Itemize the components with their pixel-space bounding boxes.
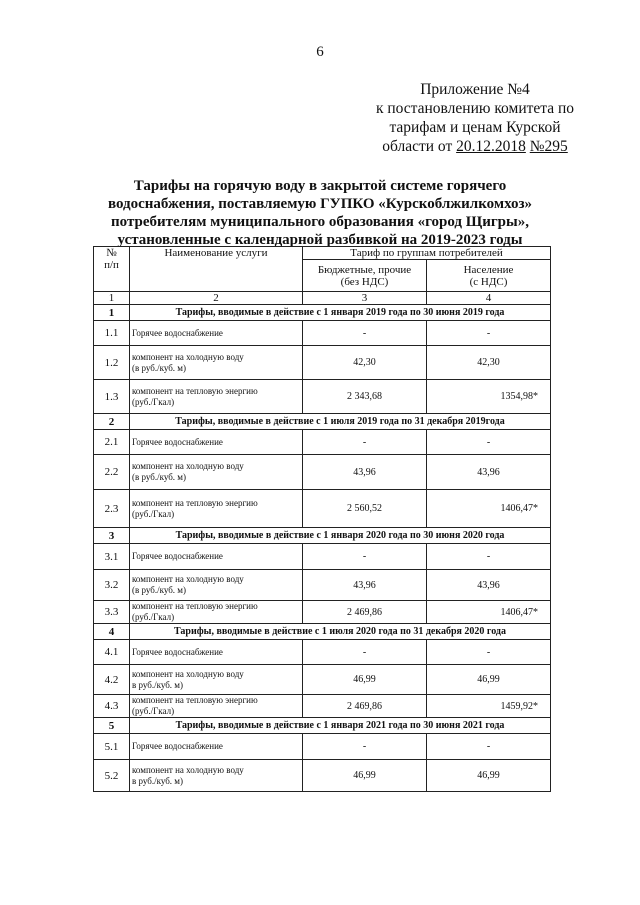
period-number: 4 <box>94 624 130 640</box>
service-name: компонент на холодную воду в руб./куб. м) <box>130 760 303 792</box>
budget-value: - <box>303 544 427 570</box>
budget-value: 46,99 <box>303 760 427 792</box>
row-number: 4.1 <box>94 640 130 665</box>
tariff-row <box>94 321 551 346</box>
budget-value: - <box>303 430 427 455</box>
service-name: компонент на холодную воду (в руб./куб. м) <box>130 455 303 490</box>
row-number: 3.1 <box>94 544 130 570</box>
column-index: 4 <box>427 292 551 305</box>
period-title: Тарифы, вводимые в действие с 1 января 2021 года по 30 июня 2021 года <box>130 718 551 734</box>
period-title: Тарифы, вводимые в действие с 1 января 2019 года по 30 июня 2019 года <box>130 305 551 321</box>
period-row <box>94 718 551 734</box>
tariff-row <box>94 455 551 490</box>
row-number: 3.2 <box>94 570 130 601</box>
page-number: 6 <box>316 44 324 60</box>
period-row <box>94 624 551 640</box>
budget-value: 2 343,68 <box>303 380 427 414</box>
appendix-line-2: к постановлению комитета по <box>375 100 575 117</box>
title-line-1: Тарифы на горячую воду в закрытой системе горячего <box>133 178 507 194</box>
period-number: 1 <box>94 305 130 321</box>
service-name: компонент на холодную воду (в руб./куб. м) <box>130 570 303 601</box>
column-index-row <box>94 292 551 305</box>
period-title: Тарифы, вводимые в действие с 1 июля 2020 года по 31 декабря 2020 года <box>130 624 551 640</box>
service-name: компонент на тепловую энергию (руб./Гкал) <box>130 490 303 528</box>
tariff-row <box>94 760 551 792</box>
period-number: 3 <box>94 528 130 544</box>
population-value: 43,96 <box>427 570 551 601</box>
column-index: 3 <box>303 292 427 305</box>
appendix-line-4 <box>355 137 595 156</box>
service-name: Горячее водоснабжение <box>130 430 303 455</box>
period-title: Тарифы, вводимые в действие с 1 января 2020 года по 30 июня 2020 года <box>130 528 551 544</box>
tariff-row <box>94 601 551 624</box>
tariff-row <box>94 380 551 414</box>
period-row <box>94 528 551 544</box>
header-budget: Бюджетные, прочие (без НДС) <box>303 260 427 292</box>
budget-value: - <box>303 640 427 665</box>
service-name: компонент на тепловую энергию (руб./Гкал) <box>130 601 303 624</box>
row-number: 4.2 <box>94 665 130 695</box>
tariff-row <box>94 695 551 718</box>
appendix-prefix: области от <box>382 138 457 155</box>
header-row <box>94 247 551 260</box>
population-value: 1459,92* <box>427 695 551 718</box>
population-value: - <box>427 544 551 570</box>
period-title: Тарифы, вводимые в действие с 1 июля 2019 года по 31 декабря 2019года <box>130 414 551 430</box>
row-number: 2.3 <box>94 490 130 528</box>
budget-value: 2 469,86 <box>303 695 427 718</box>
row-number: 4.3 <box>94 695 130 718</box>
document-title <box>80 177 560 249</box>
period-number: 2 <box>94 414 130 430</box>
appendix-block <box>355 80 595 156</box>
title-line-2: водоснабжения, поставляемую ГУПКО «Курскоблжилкомхоз» <box>107 196 533 212</box>
population-value: 43,96 <box>427 455 551 490</box>
row-number: 5.1 <box>94 734 130 760</box>
header-population: Население (с НДС) <box>427 260 551 292</box>
tariff-row <box>94 640 551 665</box>
row-number: 3.3 <box>94 601 130 624</box>
population-value: - <box>427 734 551 760</box>
population-value: 46,99 <box>427 665 551 695</box>
population-value: - <box>427 430 551 455</box>
budget-value: 46,99 <box>303 665 427 695</box>
tariff-row <box>94 490 551 528</box>
budget-value: - <box>303 321 427 346</box>
column-index: 2 <box>130 292 303 305</box>
row-number: 1.1 <box>94 321 130 346</box>
population-value: 1354,98* <box>427 380 551 414</box>
period-number: 5 <box>94 718 130 734</box>
budget-value: 43,96 <box>303 455 427 490</box>
tariff-row <box>94 346 551 380</box>
population-value: 1406,47* <box>427 490 551 528</box>
population-value: - <box>427 321 551 346</box>
period-row <box>94 305 551 321</box>
row-number: 1.2 <box>94 346 130 380</box>
page-bottom-margin <box>0 852 640 905</box>
tariff-row <box>94 665 551 695</box>
tariff-row <box>94 430 551 455</box>
header-group: Тариф по группам потребителей <box>303 247 551 260</box>
tariff-table <box>93 246 551 792</box>
title-line-3: потребителям муниципального образования «город Щигры», <box>111 214 529 230</box>
tariff-row <box>94 570 551 601</box>
row-number: 2.1 <box>94 430 130 455</box>
budget-value: - <box>303 734 427 760</box>
appendix-line-3: тарифам и ценам Курской <box>389 119 561 136</box>
population-value: 1406,47* <box>427 601 551 624</box>
service-name: компонент на холодную воду в руб./куб. м) <box>130 665 303 695</box>
budget-value: 2 469,86 <box>303 601 427 624</box>
header-name: Наименование услуги <box>130 247 303 292</box>
service-name: компонент на тепловую энергию (руб./Гкал) <box>130 695 303 718</box>
row-number: 5.2 <box>94 760 130 792</box>
service-name: Горячее водоснабжение <box>130 640 303 665</box>
service-name: Горячее водоснабжение <box>130 321 303 346</box>
column-index: 1 <box>94 292 130 305</box>
row-number: 1.3 <box>94 380 130 414</box>
budget-value: 2 560,52 <box>303 490 427 528</box>
appendix-number: №295 <box>529 138 568 155</box>
service-name: Горячее водоснабжение <box>130 734 303 760</box>
tariff-row <box>94 734 551 760</box>
header-num: № п/п <box>94 247 130 292</box>
period-row <box>94 414 551 430</box>
budget-value: 42,30 <box>303 346 427 380</box>
title-line-4: установленные с календарной разбивкой на 2019-2023 годы <box>117 232 523 248</box>
budget-value: 43,96 <box>303 570 427 601</box>
appendix-date: 20.12.2018 <box>456 138 526 155</box>
population-value: 42,30 <box>427 346 551 380</box>
appendix-line-1: Приложение №4 <box>420 81 530 98</box>
service-name: компонент на тепловую энергию (руб./Гкал) <box>130 380 303 414</box>
population-value: - <box>427 640 551 665</box>
service-name: компонент на холодную воду (в руб./куб. м) <box>130 346 303 380</box>
service-name: Горячее водоснабжение <box>130 544 303 570</box>
row-number: 2.2 <box>94 455 130 490</box>
population-value: 46,99 <box>427 760 551 792</box>
tariff-row <box>94 544 551 570</box>
